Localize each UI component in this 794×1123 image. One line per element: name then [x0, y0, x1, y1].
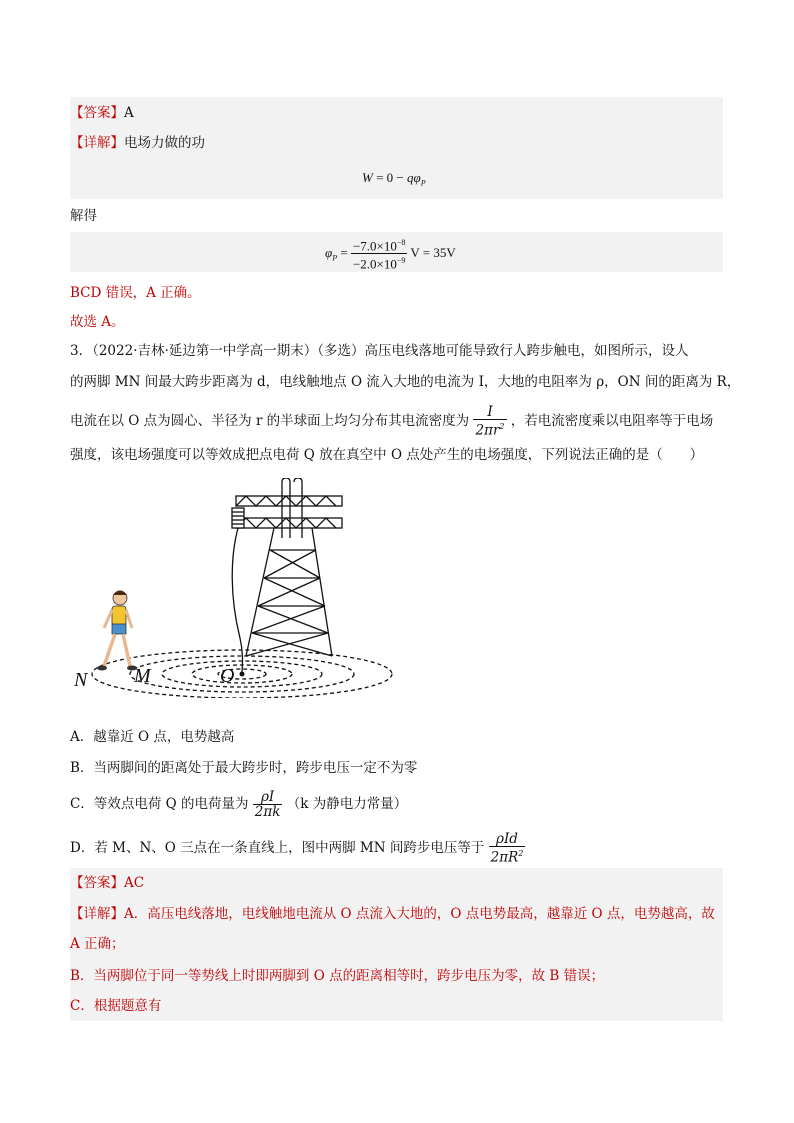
option-D: D．若 M、N、O 三点在一条直线上，图中两脚 MN 间跨步电压等于 $\frac{\text{ρId}}{2\pi R^2}$	[70, 831, 524, 866]
choose-text: 故选 A。	[70, 314, 125, 330]
tower-figure	[70, 478, 410, 698]
label-N: N	[74, 669, 88, 691]
detail-line-2d: C．根据题意有	[70, 998, 162, 1014]
option-A: A．越靠近 O 点，电势越高	[70, 729, 235, 745]
answer-line-1	[70, 103, 134, 123]
walking-person	[97, 591, 137, 671]
current-density-fraction: $\frac{I}{2\pi r^2}$	[475, 404, 505, 439]
detail-line-2a: 【详解】A．高压电线落地，电线触地电流从 O 点流入大地的，O 点电势最高，越靠近 O 点，电势越高，故	[70, 906, 715, 922]
question-line-3: 电流在以 O 点为圆心、半径为 r 的半球面上均匀分布其电流密度为 $\frac{I}{2\pi r^2}$ ，若电流密度乘以电阻率等于电场	[70, 404, 714, 439]
question-line-4: 强度，该电场强度可以等效成把点电荷 Q 放在真空中 O 点处产生的电场强度，下列说法正确的是（ ）	[70, 447, 704, 463]
voltage-fraction: $\frac{\text{ρId}}{2\pi R^2}$	[490, 831, 524, 866]
formula-potential: $\varphi_P$ = $\frac{-7.0\times 10^{-8}}{-2.0\times 10^{-9}}$ V = 35V	[325, 238, 456, 272]
detail-line-2b: A 正确；	[70, 936, 125, 952]
charge-fraction: $\frac{\rho I}{2\pi k}$	[254, 789, 281, 820]
conclusion-text: BCD 错误，A 正确。	[70, 285, 201, 301]
question-line-1: 3．（2022·吉林·延边第一中学高一期末）（多选）高压电线落地可能导致行人跨步触电，如图所示，设人	[70, 343, 689, 359]
answer-band-2	[70, 868, 723, 1021]
transmission-tower	[232, 478, 342, 656]
answer-tag: 【答案】	[70, 105, 124, 121]
detail-text: 电场力做的功	[124, 135, 205, 151]
potential-fraction: $\frac{-7.0\times 10^{-8}}{-2.0\times 10^{-9}}$	[352, 238, 406, 272]
detail-tag: 【详解】	[70, 135, 124, 151]
fallen-wire	[232, 528, 242, 674]
contact-point-O	[240, 672, 245, 677]
answer-line-2: 【答案】AC	[70, 875, 145, 891]
solve-label: 解得	[70, 208, 97, 224]
label-O: O	[220, 665, 235, 687]
option-B: B．当两脚间的距离处于最大跨步时，跨步电压一定不为零	[70, 760, 418, 776]
label-M: M	[134, 665, 151, 687]
formula-work: $W = 0 - q\varphi_P$	[362, 170, 426, 188]
answer-value: A	[124, 105, 134, 121]
question-line-2: 的两脚 MN 间最大跨步距离为 d，电线触地点 O 流入大地的电流为 I，大地的电阻率为 ρ，ON 间的距离为 R，	[70, 374, 741, 390]
detail-line-2c: B．当两脚位于同一等势线上时即两脚到 O 点的距离相等时，跨步电压为零，故 B 错误；	[70, 968, 605, 984]
detail-line-1	[70, 133, 205, 153]
option-C: C．等效点电荷 Q 的电荷量为 $\frac{\rho I}{2\pi k}$ （k 为静电力常量）	[70, 789, 408, 820]
